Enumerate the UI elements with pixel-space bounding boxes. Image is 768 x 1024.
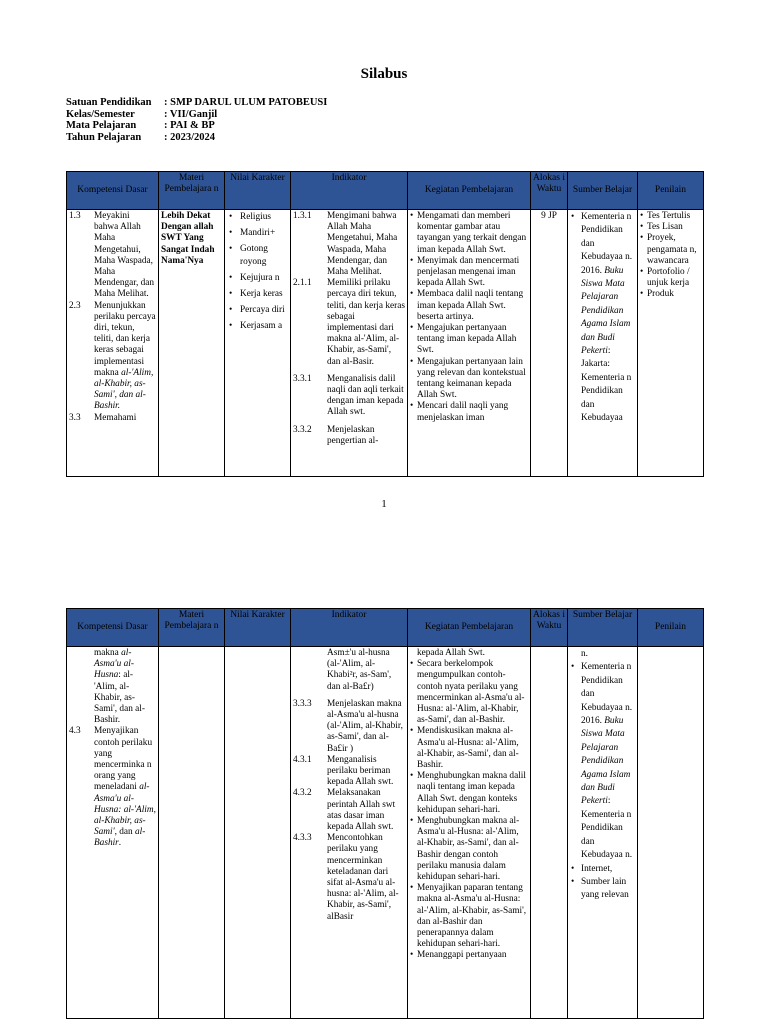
indikator-item [293, 833, 405, 923]
cell-nilai [225, 210, 291, 477]
kd-italic-text: al-'Alim, al-Khabir, as-Sami', dan al-Bashir. [94, 367, 154, 412]
kd-item [69, 211, 156, 301]
header-kegiatan: Kegiatan Pembelajaran [408, 172, 531, 210]
kd-text: , dan [114, 827, 133, 838]
sumber-item: • Internet, [570, 863, 635, 876]
sumber-item: • Sumber lain yang relevan [570, 876, 635, 903]
kegiatan-item: • Menyimak dan mencermati penjelasan mengenai iman kepada Allah Swt. [410, 256, 528, 290]
cell-indikator [291, 210, 408, 477]
penilaian-item: • Proyek, pengamata n, wawancara [640, 233, 701, 267]
indikator-number: 4.3.2 [293, 788, 312, 799]
kd-italic-text: al-Asma'u al-Husna [94, 648, 134, 681]
table-row [67, 210, 704, 477]
sumber-list [570, 661, 635, 902]
cell-kegiatan [408, 647, 531, 1019]
kegiatan-item: • Membaca dalil naqli tentang iman kepada Allah Swt. beserta artinya. [410, 289, 528, 323]
info-row [66, 109, 327, 121]
info-value: : VII/Ganjil [164, 108, 218, 120]
indikator-item [293, 788, 405, 833]
nilai-item: • Mandiri+ [227, 227, 288, 240]
indikator-item [293, 699, 405, 755]
cell-kegiatan [408, 210, 531, 477]
info-label: Kelas/Semester [66, 108, 135, 120]
indikator-continuation: Asm±'u al-husna (al-'Alim, al-Khabi²r, as-Sam', dan al-Ba£r) [327, 648, 392, 692]
sumber-continuation: n. [581, 649, 588, 659]
cell-penilaian [638, 210, 704, 477]
indikator-text: Menganalisis perilaku beriman kepada Allah swt. [327, 754, 394, 788]
indikator-number: 3.3.1 [293, 373, 312, 384]
indikator-text: Menjelaskan pengertian al- [327, 424, 379, 446]
kegiatan-item: • Mendiskusikan makna al-Asma'u al-Husna: al-'Alim, al-Khabir, as-Sami', dan al-Bashir. [410, 726, 528, 771]
header-penilaian: Penilain [638, 609, 704, 647]
kd-text: makna [94, 648, 119, 658]
indikator-item [293, 278, 405, 368]
header-alokasi: Alokas i Waktu [531, 609, 568, 647]
indikator-text: Menganalisis dalil naqli dan aqli terkait dengan iman kepada Allah swt. [327, 373, 404, 418]
indikator-number: 3.3.2 [293, 424, 312, 435]
sumber-item [570, 661, 635, 862]
kegiatan-list [410, 211, 528, 424]
table-header-row [67, 172, 704, 210]
document-info [66, 97, 327, 143]
page-title: Silabus [360, 66, 408, 82]
indikator-number: 2.1.1 [293, 278, 312, 289]
kegiatan-item: • Mencari dalil naqli yang menjelaskan iman [410, 401, 528, 423]
kegiatan-item: • Mengajukan pertanyaan lain yang relevan dan kontekstual tentang keimanan kepada Allah Swt. [410, 357, 528, 402]
indikator-item [293, 425, 405, 447]
penilaian-item: • Produk [640, 289, 701, 300]
indikator-item [293, 211, 405, 278]
sumber-text: : Kementeria n Pendidikan dan Kebudayaa n. [581, 796, 633, 861]
header-indikator: Indikator [291, 172, 408, 210]
indikator-item [293, 374, 405, 419]
indikator-text: Mencontohkan perilaku yang mencerminkan keteladanan dari sifat al-Asma'u al-husna: al-'Alim, al-Khabir, as-Sami', alBasir [327, 833, 399, 922]
header-kegiatan: Kegiatan Pembelajaran [408, 609, 531, 647]
cell-alokasi [531, 647, 568, 1019]
indikator-text: Melaksanakan perintah Allah swt atas dasar iman kepada Allah swt. [327, 788, 396, 833]
kd-text: . [118, 838, 122, 849]
materi-text: Lebih Dekat Dengan allah SWT Yang Sangat Indah Nama'Nya [161, 211, 215, 266]
nilai-item: • Gotong royong [227, 243, 288, 269]
indikator-text: Memiliki prilaku percaya diri tekun, teliti, dan kerja keras sebagai implementasi dari makna al-'Alim, al-Khabir, as-Sami', dan al-Basir. [327, 278, 405, 367]
cell-indikator [291, 647, 408, 1019]
kd-italic-text: al-Asma'u al-Husna: al-'Alim, al-Khabir, as-Sami' [94, 782, 156, 838]
indikator-number: 1.3.1 [293, 211, 312, 221]
kd-item [69, 413, 156, 424]
kegiatan-item: • Menghubungkan makna dalil naqli tentang iman kepada Allah Swt. dengan konteks kehidupan sehari-hari. [410, 771, 528, 816]
header-materi: Materi Pembelajara n [159, 172, 225, 210]
info-value: : 2023/2024 [164, 131, 216, 143]
header-sumber: Sumber Belajar [568, 609, 638, 647]
info-label: Satuan Pendidikan [66, 97, 152, 108]
cell-penilaian [638, 647, 704, 1019]
kd-item [69, 301, 156, 413]
kd-text: : al-'Alim, al-Khabir, as-Sami', dan al-Bashir. [94, 670, 145, 726]
penilaian-list [640, 211, 701, 301]
sumber-item [570, 211, 635, 426]
kd-italic-text: al-Bashir [94, 827, 146, 849]
header-materi: Materi Pembelajara n [159, 609, 225, 647]
table-row [67, 647, 704, 1019]
kd-text: Memahami [94, 412, 137, 423]
nilai-item: • Religius [227, 211, 288, 224]
penilaian-item: • Tes Tertulis [640, 211, 701, 222]
sumber-book-title: Buku Siswa Mata Pelajaran Pendidikan Agama Islam dan Budi Pekerti [581, 716, 631, 807]
nilai-item: • Kejujura n [227, 272, 288, 285]
indikator-number: 3.3.3 [293, 698, 312, 709]
kegiatan-item: • Menghubungkan makna al-Asma'u al-Husna: al-'Alim, al-Khabir, as-Sami', dan al-Bashir dengan contoh perilaku manusia dalam kehidupan sehari-hari. [410, 816, 528, 883]
cell-materi [159, 647, 225, 1019]
penilaian-item: • Portofolio / unjuk kerja [640, 267, 701, 289]
kegiatan-item: • Menanggapi pertanyaan [410, 950, 528, 961]
sumber-list [570, 211, 635, 426]
info-value: : SMP DARUL ULUM PATOBEUSI [164, 97, 328, 108]
syllabus-table-page-1 [66, 171, 704, 477]
indikator-item [293, 755, 405, 789]
sumber-text: Kementeria n Pendidikan dan Kebudayaa n. 2016. [581, 662, 633, 727]
kd-text: Meyakini bahwa Allah Maha Mengetahui, Maha Waspada, Maha Mendengar, dan Maha Melihat. [94, 211, 155, 300]
indikator-text: Mengimani bahwa Allah Maha Mengetahui, Maha Waspada, Maha Mendengar, dan Maha Melihat. [327, 211, 398, 278]
info-value: : PAI & BP [164, 120, 215, 131]
nilai-item: • Kerja keras [227, 288, 288, 301]
kd-number: 2.3 [69, 300, 81, 311]
nilai-item: • Percaya diri [227, 304, 288, 317]
kegiatan-item: • Mengajukan pertanyaan tentang iman kepada Allah Swt. [410, 323, 528, 357]
penilaian-item: • Tes Lisan [640, 222, 701, 233]
indikator-number: 4.3.3 [293, 833, 312, 844]
sumber-text: Kementeria n Pendidikan dan Kebudayaa n. 2016. [581, 212, 633, 276]
info-row [66, 132, 327, 144]
cell-nilai [225, 647, 291, 1019]
table-header-row [67, 609, 704, 647]
header-alokasi: Alokas i Waktu [531, 172, 568, 210]
kegiatan-item: • Menyajikan paparan tentang makna al-Asma'u al-Husna: al-'Alim, al-Khabir, as-Sami', dan al-Bashir dan penerapannya dalam kehidupan sehari-hari. [410, 883, 528, 950]
cell-kompetensi [67, 210, 159, 477]
kegiatan-list [410, 659, 528, 961]
info-label: Tahun Pelajaran [66, 131, 142, 143]
sumber-book-title: Buku Siswa Mata Pelajaran Pendidikan Agama Islam dan Budi Pekerti [581, 265, 631, 357]
kd-text: Menunjukkan perilaku percaya diri, tekun, teliti, dan kerja keras sebagai implementasi makna [94, 300, 156, 378]
header-kompetensi: Kompetensi Dasar [67, 609, 159, 647]
header-penilaian: Penilain [638, 172, 704, 210]
header-kompetensi: Kompetensi Dasar [67, 172, 159, 210]
info-row [66, 120, 327, 132]
kd-number: 3.3 [69, 412, 81, 423]
kd-number: 1.3 [69, 211, 81, 221]
nilai-item: • Kerjasam a [227, 320, 288, 333]
indikator-number: 4.3.1 [293, 754, 312, 765]
syllabus-table-page-2 [66, 608, 704, 1019]
page-number: 1 [381, 498, 387, 510]
cell-sumber [568, 210, 638, 477]
kegiatan-item: • Secara berkelompok mengumpulkan contoh-contoh nyata perilaku yang mencerminkan al-Asma'u al-Husna: al-'Alim, al-Khabir, as-Sami', dan al-Bashir. [410, 659, 528, 726]
header-nilai: Nilai Karakter [225, 172, 291, 210]
cell-kompetensi [67, 647, 159, 1019]
kd-text: Menyajikan contoh perilaku yang mencerminka n orang yang meneladani [94, 726, 153, 793]
header-nilai: Nilai Karakter [225, 609, 291, 647]
kd-continuation [69, 648, 156, 726]
kd-item [69, 726, 156, 849]
info-label: Mata Pelajaran [66, 120, 137, 131]
kegiatan-item: • Mengamati dan memberi komentar gambar atau tayangan yang terkait dengan iman kepada Allah Swt. [410, 211, 528, 256]
nilai-list [227, 211, 288, 333]
cell-sumber [568, 647, 638, 1019]
cell-materi [159, 210, 225, 477]
kd-number: 4.3 [69, 726, 81, 737]
header-sumber: Sumber Belajar [568, 172, 638, 210]
kegiatan-continuation: kepada Allah Swt. [417, 648, 485, 658]
sumber-text: : Jakarta: Kementeria n Pendidikan dan Kebudayaa [581, 346, 632, 424]
info-row [66, 97, 327, 109]
header-indikator: Indikator [291, 609, 408, 647]
cell-alokasi: 9 JP [531, 210, 568, 477]
indikator-text: Menjelaskan makna al-Asma'u al-husna (al-'Alim, al-Khabir, as-Sami', dan al-Ba£ir ) [327, 698, 403, 754]
